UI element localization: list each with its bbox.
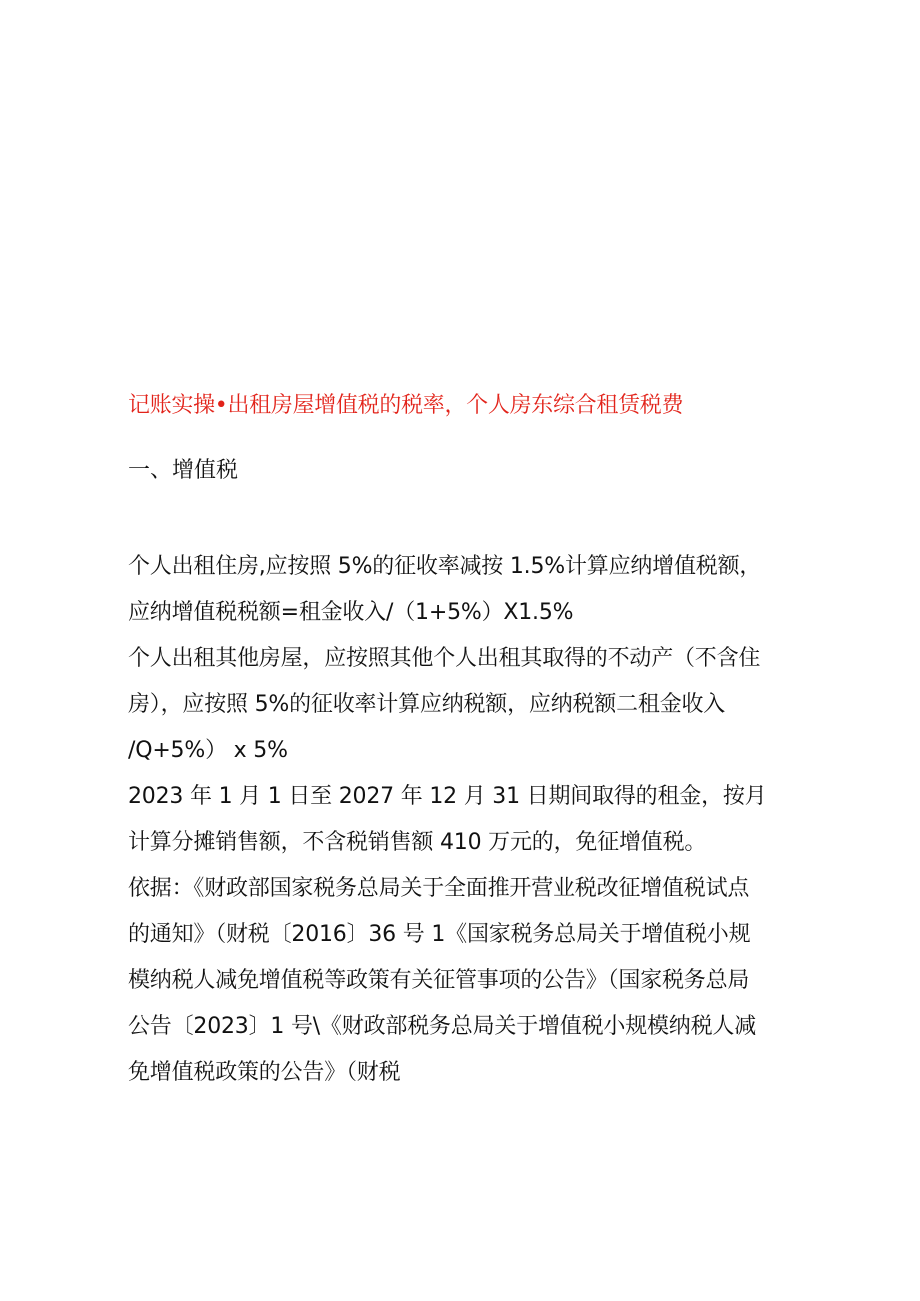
document-title: 记账实操•出租房屋增值税的税率，个人房东综合租赁税费: [128, 393, 684, 418]
text-line: 公告〔2023〕1 号\《财政部税务总局关于增值税小规模纳税人减: [128, 1014, 756, 1039]
text-line: 模纳税人减免增值税等政策有关征管事项的公告》（国家税务总局: [128, 968, 750, 993]
text-line: 个人出租其他房屋，应按照其他个人出租其取得的不动产（不含住: [128, 646, 761, 671]
text-line: 依据：《财政部国家税务总局关于全面推开营业税改征增值税试点: [128, 876, 750, 901]
text-line: 个人出租住房,应按照 5%的征收率减按 1.5%计算应纳增值税额，: [128, 554, 762, 579]
text-line: 免增值税政策的公告》（财税: [128, 1060, 401, 1085]
section-heading: 一、增值税: [128, 458, 239, 483]
text-line: 的通知》（财税〔2016〕36 号 1《国家税务总局关于增值税小规: [128, 922, 751, 947]
body-text: [128, 544, 808, 1096]
text-line: 计算分摊销售额，不含税销售额 410 万元的，免征增值税。: [128, 830, 707, 855]
text-line: /Q+5%） x 5%: [128, 738, 288, 763]
text-line: 房），应按照 5%的征收率计算应纳税额，应纳税额二租金收入: [128, 692, 726, 717]
text-line: 2023 年 1 月 1 日至 2027 年 12 月 31 日期间取得的租金，按月: [128, 784, 767, 809]
text-line: 应纳增值税税额=租金收入/（1+5%）X1.5%: [128, 600, 574, 625]
